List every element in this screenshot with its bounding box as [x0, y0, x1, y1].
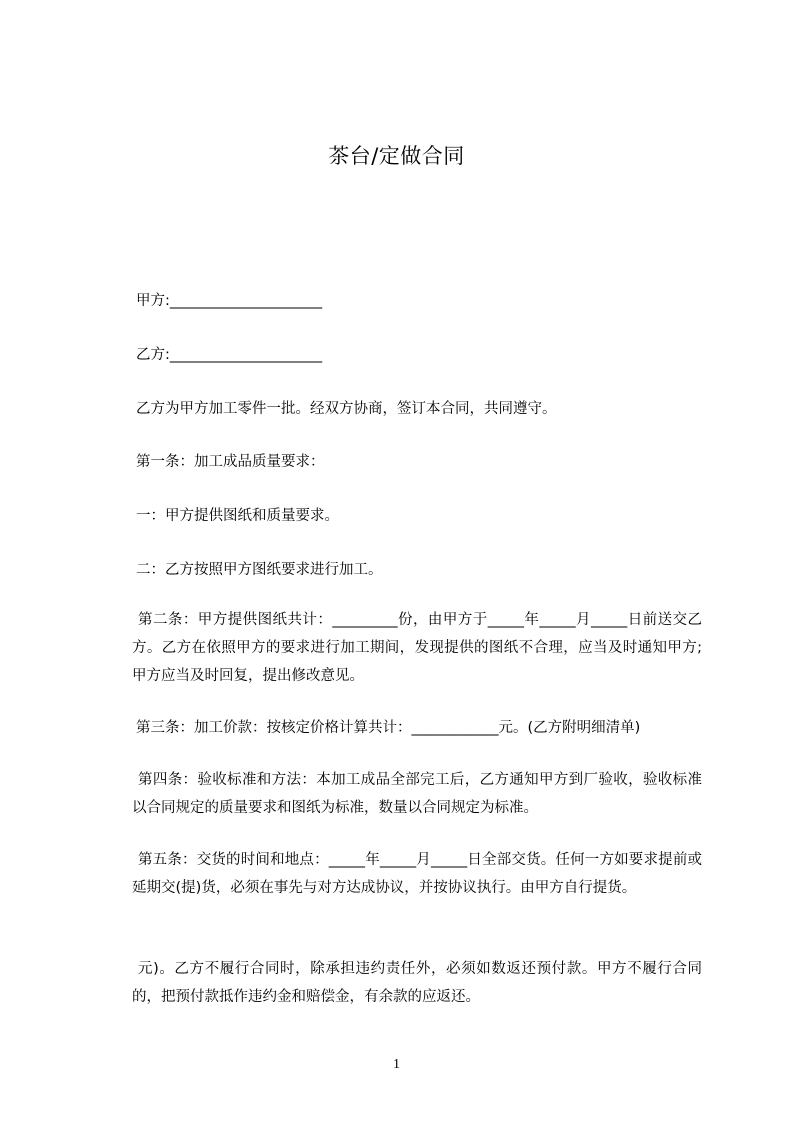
article-5-paragraph: 第五条：交货的时间和地点：_____年_____月_____日全部交货。任何一方如要求提前或延期交(提)货，必须在事先与对方达成协议，并按协议执行。由甲方自行提货。: [132, 852, 702, 896]
party-b-line: 乙方:_____________________: [136, 347, 323, 363]
intro-paragraph: 乙方为甲方加工零件一批。经双方协商，签订本合同，共同遵守。: [136, 401, 557, 417]
article-3-paragraph: 第三条：加工价款：按核定价格计算共计：____________元。(乙方附明细清单): [136, 720, 641, 736]
article-4-paragraph: 第四条：验收标准和方法：本加工成品全部完工后，乙方通知甲方到厂验收，验收标准以合同规定的质量要求和图纸为标准，数量以合同规定为标准。: [132, 772, 702, 816]
article-2-paragraph: 第二条：甲方提供图纸共计：_________份，由甲方于_____年_____月_____日前送交乙方。乙方在依照甲方的要求进行加工期间，发现提供的图纸不合理，应当及时通知甲方;甲方应当及时回复，提出修改意见。: [132, 612, 702, 684]
continuation-paragraph: 元)。乙方不履行合同时，除承担违约责任外，必须如数返还预付款。甲方不履行合同的，把预付款抵作违约金和赔偿金，有余款的应返还。: [132, 961, 702, 1005]
document-title: 茶台/定做合同: [328, 144, 465, 168]
page-number: 1: [393, 1057, 400, 1072]
party-a-line: 甲方:_____________________: [136, 293, 323, 309]
article-1-heading: 第一条：加工成品质量要求：: [136, 454, 325, 470]
article-1-item-2: 二：乙方按照甲方图纸要求进行加工。: [136, 562, 383, 578]
article-1-item-1: 一：甲方提供图纸和质量要求。: [136, 508, 339, 524]
